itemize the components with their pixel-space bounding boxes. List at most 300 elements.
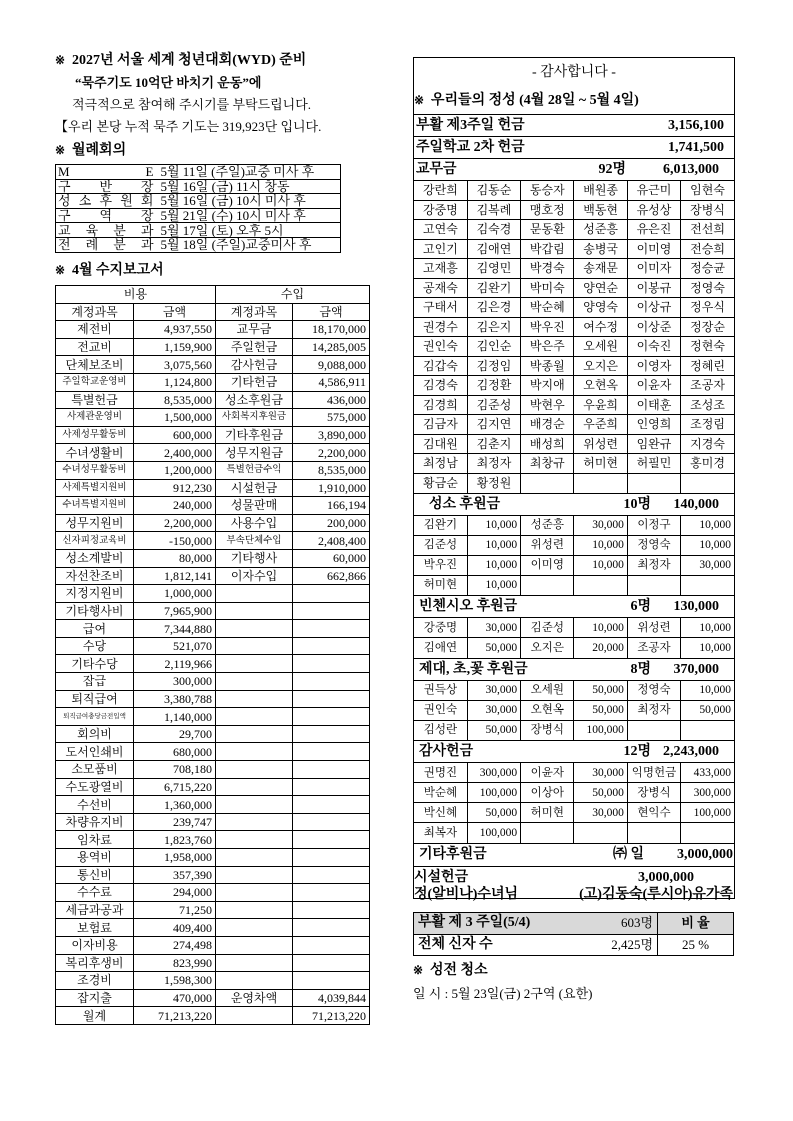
sunday-attendance-label: 부활 제 3 주일(5/4) [414, 913, 564, 935]
parishioner-name: 박종월 [521, 356, 574, 376]
donation-row [414, 515, 734, 535]
report-row [56, 761, 370, 779]
donor-name: 성준흥 [521, 515, 574, 535]
parishioner-name: 김은지 [467, 317, 520, 337]
income-amount [293, 743, 370, 761]
expense-account: 주일학교운영비 [56, 373, 134, 391]
report-row [56, 884, 370, 902]
donation-label: 빈첸시오 후원금 [419, 599, 518, 614]
income-account: 특별헌금수익 [216, 461, 293, 479]
report-row [56, 849, 370, 867]
parishioner-name: 조공자 [681, 376, 734, 396]
parishioner-name: 조정림 [681, 415, 734, 435]
parishioner-name: 정승균 [681, 259, 734, 279]
parishioner-name: 유근미 [627, 181, 680, 201]
donation-total: 130,000 [673, 599, 719, 614]
facility-donor: 정(알비나)수녀님 [414, 886, 518, 902]
meeting-time: 5월 17일 (토) 오후 5시 [160, 223, 341, 238]
dues-names-row [414, 278, 734, 298]
expense-amount: 1,360,000 [134, 796, 216, 814]
donor-amount: 100,000 [467, 823, 520, 843]
meeting-row [56, 194, 341, 209]
dues-amount: 6,013,000 [663, 162, 719, 177]
report-row [56, 1007, 370, 1025]
other-donation-row [414, 843, 734, 866]
income-account: 성물판매 [216, 497, 293, 515]
parishioner-name: 고재흥 [414, 259, 467, 279]
donor-name: 오현옥 [521, 700, 574, 720]
income-amount: 1,910,000 [293, 479, 370, 497]
parishioner-name: 김준성 [467, 395, 520, 415]
meeting-row [56, 179, 341, 194]
donation-row [414, 720, 734, 740]
income-account: 교무금 [216, 321, 293, 339]
income-account [216, 655, 293, 673]
donation-row [414, 783, 734, 803]
income-amount [293, 954, 370, 972]
parishioner-name: 이미자 [627, 259, 680, 279]
income-account: 부속단체수입 [216, 532, 293, 550]
income-amount: 71,213,220 [293, 1007, 370, 1025]
expense-amount: 680,000 [134, 743, 216, 761]
donation-section-title [414, 493, 734, 515]
expense-amount: 29,700 [134, 725, 216, 743]
report-row [56, 620, 370, 638]
income-amount: 200,000 [293, 514, 370, 532]
donation-sections [414, 493, 734, 843]
donation-grid [414, 680, 734, 741]
income-account [216, 901, 293, 919]
report-row [56, 444, 370, 462]
donor-amount: 300,000 [681, 783, 734, 803]
parishioner-name: 공재숙 [414, 278, 467, 298]
expense-account: 수녀특별지원비 [56, 497, 134, 515]
income-account [216, 743, 293, 761]
parishioner-name: 박순혜 [521, 298, 574, 318]
other-donation-donor: ㈜ 일 [613, 846, 645, 862]
attendance-ratio: 25 % [658, 934, 734, 956]
income-amount: 3,890,000 [293, 426, 370, 444]
expense-amount: 2,400,000 [134, 444, 216, 462]
donor-amount: 50,000 [681, 700, 734, 720]
empty-cell [681, 575, 734, 595]
dues-names-row [414, 200, 734, 220]
income-amount: 662,866 [293, 567, 370, 585]
meeting-row [56, 237, 341, 252]
report-row [56, 391, 370, 409]
donor-amount: 20,000 [574, 638, 627, 658]
bullet-icon: ※ [414, 93, 425, 107]
report-row [56, 409, 370, 427]
rosary-total: 【우리 본당 누적 묵주 기도는 319,923단 입니다. [55, 119, 322, 134]
meeting-group: 구 반 장 [56, 179, 160, 194]
report-row [56, 532, 370, 550]
dues-names-row [414, 415, 734, 435]
expense-amount: 1,124,800 [134, 373, 216, 391]
parishioner-name: 박지애 [521, 376, 574, 396]
expense-amount: 1,200,000 [134, 461, 216, 479]
meeting-time: 5월 18일 (주일)교중미사 후 [160, 237, 341, 252]
total-members-label: 전체 신자 수 [414, 934, 564, 956]
parishioner-name: 맹호정 [521, 200, 574, 220]
dues-names-row [414, 220, 734, 240]
wyd-heading [55, 51, 306, 70]
donor-name: 정영숙 [627, 680, 680, 700]
donor-amount: 50,000 [574, 700, 627, 720]
offering-amount: 1,741,500 [668, 140, 724, 155]
donor-amount: 30,000 [681, 555, 734, 575]
column-header: 금액 [134, 303, 216, 321]
income-amount: 166,194 [293, 497, 370, 515]
income-amount: 4,039,844 [293, 989, 370, 1007]
finance-report-table [55, 285, 370, 1025]
donor-name: 정영숙 [627, 535, 680, 555]
expense-amount: 1,000,000 [134, 585, 216, 603]
income-amount [293, 637, 370, 655]
income-account [216, 761, 293, 779]
parishioner-name: 전선희 [681, 220, 734, 240]
donor-amount: 10,000 [681, 680, 734, 700]
empty-cell [521, 823, 574, 843]
expense-account: 자선찬조비 [56, 567, 134, 585]
donation-label: 성소 후원금 [429, 496, 501, 512]
meeting-time: 5월 16일 (금) 10시 미사 후 [160, 194, 341, 209]
expense-account: 수선비 [56, 796, 134, 814]
parishioner-name: 김지연 [467, 415, 520, 435]
parishioner-name: 고연숙 [414, 220, 467, 240]
wyd-title: 2027년 서울 세계 청년대회(WYD) 준비 [72, 53, 307, 68]
expense-amount: 2,119,966 [134, 655, 216, 673]
expense-amount: 71,250 [134, 901, 216, 919]
dues-names-row [414, 239, 734, 259]
other-donation-amount: 3,000,000 [677, 846, 733, 862]
other-donation-label: 기타후원금 [419, 846, 487, 862]
income-account: 사용수입 [216, 514, 293, 532]
income-account [216, 1007, 293, 1025]
donor-name: 장병식 [627, 783, 680, 803]
expense-account: 성무지원비 [56, 514, 134, 532]
expense-amount: 600,000 [134, 426, 216, 444]
donor-name: 이윤자 [521, 763, 574, 783]
report-row [56, 637, 370, 655]
donation-row [414, 823, 734, 843]
donor-amount: 100,000 [574, 720, 627, 740]
parishioner-name: 정현숙 [681, 337, 734, 357]
donor-amount: 50,000 [467, 803, 520, 823]
expense-amount: 6,715,220 [134, 778, 216, 796]
meeting-group: M E [56, 165, 160, 180]
income-account: 주일헌금 [216, 338, 293, 356]
expense-account: 퇴직급여충당금전입액 [56, 708, 134, 726]
donor-name: 김성란 [414, 720, 467, 740]
expense-header: 비용 [56, 286, 216, 304]
donor-amount: 433,000 [681, 763, 734, 783]
expense-account: 사제관운영비 [56, 409, 134, 427]
parishioner-name: 박은주 [521, 337, 574, 357]
expense-amount: -150,000 [134, 532, 216, 550]
ratio-label: 비 율 [658, 913, 734, 935]
parishioner-name: 성준흥 [574, 220, 627, 240]
meeting-group: 교 육 분 과 [56, 223, 160, 238]
participation-request: 적극적으로 참여해 주시기를 부탁드립니다. [72, 97, 312, 112]
parishioner-name: 허미현 [574, 454, 627, 474]
report-row [56, 373, 370, 391]
parishioner-name: 전승희 [681, 239, 734, 259]
donor-amount: 30,000 [467, 618, 520, 638]
expense-account: 단체보조비 [56, 356, 134, 374]
donor-name: 최정자 [627, 700, 680, 720]
donor-name: 김완기 [414, 515, 467, 535]
report-row [56, 919, 370, 937]
report-row [56, 479, 370, 497]
donor-amount: 10,000 [574, 618, 627, 638]
expense-amount: 1,823,760 [134, 831, 216, 849]
expense-account: 회의비 [56, 725, 134, 743]
report-column-header [56, 303, 370, 321]
expense-account: 전교비 [56, 338, 134, 356]
expense-account: 월계 [56, 1007, 134, 1025]
empty-cell [521, 575, 574, 595]
parishioner-name: 김애연 [467, 239, 520, 259]
income-amount: 4,586,911 [293, 373, 370, 391]
donor-amount: 50,000 [574, 680, 627, 700]
parishioner-name: 유성상 [627, 200, 680, 220]
report-row [56, 461, 370, 479]
parishioner-name: 문동환 [521, 220, 574, 240]
donor-amount: 50,000 [467, 638, 520, 658]
donor-amount: 50,000 [467, 720, 520, 740]
donor-name: 김준성 [521, 618, 574, 638]
parishioner-name: 황정원 [467, 473, 520, 493]
dues-row [414, 158, 734, 180]
expense-account: 차량유지비 [56, 813, 134, 831]
parishioner-name: 이봉규 [627, 278, 680, 298]
donor-name: 권명진 [414, 763, 467, 783]
report-row [56, 497, 370, 515]
parishioner-name: 황금순 [414, 473, 467, 493]
empty-cell [574, 823, 627, 843]
parishioner-name: 김영민 [467, 259, 520, 279]
expense-account: 급여 [56, 620, 134, 638]
income-account [216, 936, 293, 954]
income-amount [293, 849, 370, 867]
parishioner-name: 김금자 [414, 415, 467, 435]
column-header: 계정과목 [56, 303, 134, 321]
donation-grid [414, 762, 734, 843]
dues-names-row [414, 298, 734, 318]
parishioner-name: 유은진 [627, 220, 680, 240]
parishioner-name: 김은경 [467, 298, 520, 318]
report-row [56, 321, 370, 339]
parishioner-name: 최정남 [414, 454, 467, 474]
parishioner-name: 권인숙 [414, 337, 467, 357]
parishioner-name: 이미영 [627, 239, 680, 259]
bullet-icon: ※ [413, 963, 424, 977]
report-row [56, 954, 370, 972]
expense-amount: 3,075,560 [134, 356, 216, 374]
income-account [216, 954, 293, 972]
parishioner-name: 김동순 [467, 181, 520, 201]
donor-name: 박우진 [414, 555, 467, 575]
parishioner-name: 정혜린 [681, 356, 734, 376]
parishioner-name: 김경희 [414, 395, 467, 415]
donor-amount: 100,000 [467, 783, 520, 803]
parishioner-name: 김인순 [467, 337, 520, 357]
income-account: 성무지원금 [216, 444, 293, 462]
expense-account: 도서인쇄비 [56, 743, 134, 761]
empty-cell [627, 823, 680, 843]
report-title: 4월 수지보고서 [72, 263, 164, 278]
parishioner-name: 박경숙 [521, 259, 574, 279]
parishioner-name: 이상규 [627, 298, 680, 318]
income-account [216, 673, 293, 691]
total-members-count: 2,425명 [564, 934, 658, 956]
donor-amount: 10,000 [574, 535, 627, 555]
donation-total: 2,243,000 [663, 744, 719, 759]
donation-label: 제대, 초,꽃 후원금 [419, 661, 528, 677]
parishioner-name: 배성희 [521, 434, 574, 454]
income-amount: 18,170,000 [293, 321, 370, 339]
income-amount: 575,000 [293, 409, 370, 427]
expense-amount: 3,380,788 [134, 690, 216, 708]
dues-label: 교무금 [416, 162, 457, 177]
expense-amount: 409,400 [134, 919, 216, 937]
expense-amount: 521,070 [134, 637, 216, 655]
expense-amount: 80,000 [134, 549, 216, 567]
parishioner-name: 위성련 [574, 434, 627, 454]
parishioner-name: 김춘지 [467, 434, 520, 454]
income-amount: 2,408,400 [293, 532, 370, 550]
donor-amount: 10,000 [467, 515, 520, 535]
expense-account: 기타수당 [56, 655, 134, 673]
donation-row [414, 680, 734, 700]
meeting-row [56, 165, 341, 180]
column-header: 계정과목 [216, 303, 293, 321]
expense-account: 신자피정교육비 [56, 532, 134, 550]
dues-names-row [414, 181, 734, 201]
expense-account: 사제특별지원비 [56, 479, 134, 497]
expense-amount: 357,390 [134, 866, 216, 884]
expense-amount: 7,965,900 [134, 602, 216, 620]
empty-cell [574, 575, 627, 595]
expense-amount: 274,498 [134, 936, 216, 954]
report-row [56, 708, 370, 726]
donor-amount: 100,000 [681, 803, 734, 823]
parishioner-name: 최정자 [467, 454, 520, 474]
expense-account: 용역비 [56, 849, 134, 867]
bullet-icon: ※ [55, 263, 66, 277]
meeting-row [56, 208, 341, 223]
report-row [56, 338, 370, 356]
expense-amount: 71,213,220 [134, 1007, 216, 1025]
donor-name: 익명헌금 [627, 763, 680, 783]
expense-amount: 8,535,000 [134, 391, 216, 409]
column-header: 금액 [293, 303, 370, 321]
dues-names-row [414, 395, 734, 415]
expense-amount: 240,000 [134, 497, 216, 515]
parishioner-name: 박갑림 [521, 239, 574, 259]
offering-amount: 3,156,100 [668, 118, 724, 133]
donation-label: 감사헌금 [419, 744, 474, 759]
parishioner-name: 김갑숙 [414, 356, 467, 376]
income-account: 운영차액 [216, 989, 293, 1007]
income-amount [293, 796, 370, 814]
empty-cell [521, 473, 574, 493]
report-row [56, 901, 370, 919]
donor-name: 허미현 [521, 803, 574, 823]
income-amount [293, 866, 370, 884]
dues-names-row [414, 356, 734, 376]
income-amount [293, 831, 370, 849]
income-amount [293, 919, 370, 937]
donation-row [414, 803, 734, 823]
donation-grid [414, 515, 734, 596]
donation-section-title [414, 740, 734, 762]
parishioner-name: 박미숙 [521, 278, 574, 298]
donor-name: 위성련 [521, 535, 574, 555]
expense-amount: 1,159,900 [134, 338, 216, 356]
income-account [216, 796, 293, 814]
donor-amount: 10,000 [467, 555, 520, 575]
donation-section-title [414, 658, 734, 680]
expense-account: 특별헌금 [56, 391, 134, 409]
expense-account: 사제성무활동비 [56, 426, 134, 444]
parishioner-name: 지경숙 [681, 434, 734, 454]
income-amount: 2,200,000 [293, 444, 370, 462]
expense-account: 통신비 [56, 866, 134, 884]
parishioner-name: 이상준 [627, 317, 680, 337]
expense-amount: 300,000 [134, 673, 216, 691]
report-row [56, 585, 370, 603]
facility-donor: (고)김동숙(루시아)유가족 [579, 886, 733, 902]
income-amount: 60,000 [293, 549, 370, 567]
income-amount [293, 761, 370, 779]
empty-cell [574, 473, 627, 493]
income-amount: 9,088,000 [293, 356, 370, 374]
report-row [56, 673, 370, 691]
report-row [56, 866, 370, 884]
expense-amount: 470,000 [134, 989, 216, 1007]
expense-amount: 294,000 [134, 884, 216, 902]
sunday-attendance-count: 603명 [564, 913, 658, 935]
parishioner-name: 우윤희 [574, 395, 627, 415]
donation-row [414, 763, 734, 783]
thanks-title: - 감사합니다 - [532, 65, 616, 80]
expense-account: 복리후생비 [56, 954, 134, 972]
income-account [216, 813, 293, 831]
attendance-row [414, 934, 734, 956]
donor-amount: 30,000 [467, 680, 520, 700]
report-row [56, 778, 370, 796]
donor-amount: 10,000 [467, 535, 520, 555]
dues-names-row [414, 337, 734, 357]
parishioner-name: 여수정 [574, 317, 627, 337]
attendance-table [413, 912, 734, 956]
income-amount [293, 708, 370, 726]
donor-amount: 10,000 [574, 555, 627, 575]
parishioner-name: 임완규 [627, 434, 680, 454]
bullet-icon: ※ [55, 53, 66, 67]
expense-account: 보험료 [56, 919, 134, 937]
dues-names-row [414, 317, 734, 337]
income-account: 사회복지후원금 [216, 409, 293, 427]
report-row [56, 725, 370, 743]
offering-label: 주일학교 2차 헌금 [416, 140, 525, 155]
donor-name: 박신혜 [414, 803, 467, 823]
income-amount: 436,000 [293, 391, 370, 409]
income-amount [293, 884, 370, 902]
parishioner-name: 우준희 [574, 415, 627, 435]
